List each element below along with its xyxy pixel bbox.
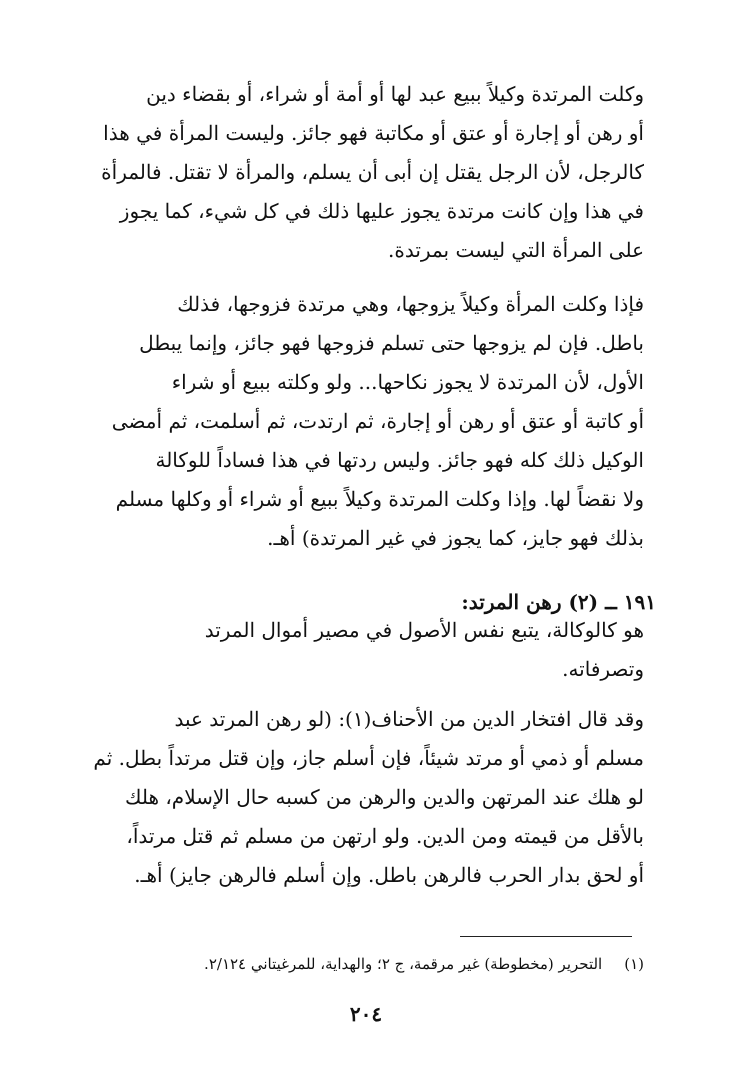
text-line: مسلم أو ذمي أو مرتد شيئاً، فإن أسلم جاز، وإن قتل مرتداً بطل. ثم	[93, 746, 644, 770]
text-line: في هذا وإن كانت مرتدة يجوز عليها ذلك في كل شيء، كما يجوز	[119, 199, 644, 223]
text-line: وكلت المرتدة وكيلاً ببيع عبد لها أو أمة أو شراء، أو بقضاء دين	[146, 82, 644, 106]
footnote-text: التحرير (مخطوطة) غير مرقمة، ج ٢؛ والهداية، للمرغيتاني ٢/١٢٤.	[204, 955, 603, 973]
text-line: أو رهن أو إجارة أو عتق أو مكاتبة فهو جائز. وليست المرأة في هذا	[103, 121, 644, 145]
text-line: الوكيل ذلك كله فهو جائز. وليس ردتها في هذا فساداً للوكالة	[155, 448, 644, 472]
footnote	[150, 952, 644, 976]
text-line: فإذا وكلت المرأة وكيلاً يزوجها، وهي مرتدة فزوجها، فذلك	[177, 292, 644, 316]
text-line: بذلك فهو جايز، كما يجوز في غير المرتدة) أهـ.	[267, 526, 644, 550]
paragraph-4	[86, 700, 644, 895]
text-line: ولا نقضاً لها. وإذا وكلت المرتدة وكيلاً ببيع أو شراء أو وكلها مسلم	[115, 487, 644, 511]
text-line: الأول، لأن المرتدة لا يجوز نكاحها... ولو وكلته ببيع أو شراء	[171, 370, 644, 394]
section-heading-text: ١٩١ ــ (٢) رهن المرتد:	[461, 590, 656, 614]
paragraph-1	[86, 75, 644, 270]
page-number: ٢٠٤	[349, 1002, 383, 1026]
text-line: أو لحق بدار الحرب فالرهن باطل. وإن أسلم فالرهن جايز) أهـ.	[134, 863, 644, 887]
text-line: كالرجل، لأن الرجل يقتل إن أبى أن يسلم، والمرأة لا تقتل. فالمرأة	[101, 160, 644, 184]
text-line: هو كالوكالة، يتبع نفس الأصول في مصير أموال المرتد	[204, 618, 644, 642]
text-line: على المرأة التي ليست بمرتدة.	[388, 238, 644, 262]
footnote-number: (١)	[624, 955, 644, 973]
text-line: وقد قال افتخار الدين من الأحناف(١): (لو رهن المرتد عبد	[174, 707, 644, 731]
text-line: بالأقل من قيمته ومن الدين. ولو ارتهن من مسلم ثم قتل مرتداً،	[126, 824, 644, 848]
footnote-divider	[460, 936, 632, 937]
text-line: أو كاتبة أو عتق أو رهن أو إجارة، ثم ارتدت، ثم أسلمت، ثم أمضى	[111, 409, 644, 433]
text-line: وتصرفاته.	[562, 657, 644, 681]
text-line: باطل. فإن لم يزوجها حتى تسلم فزوجها فهو جائز، وإنما يبطل	[139, 331, 644, 355]
paragraph-3	[86, 611, 644, 689]
paragraph-2	[86, 285, 644, 558]
text-line: لو هلك عند المرتهن والدين والرهن من كسبه حال الإسلام، هلك	[124, 785, 644, 809]
